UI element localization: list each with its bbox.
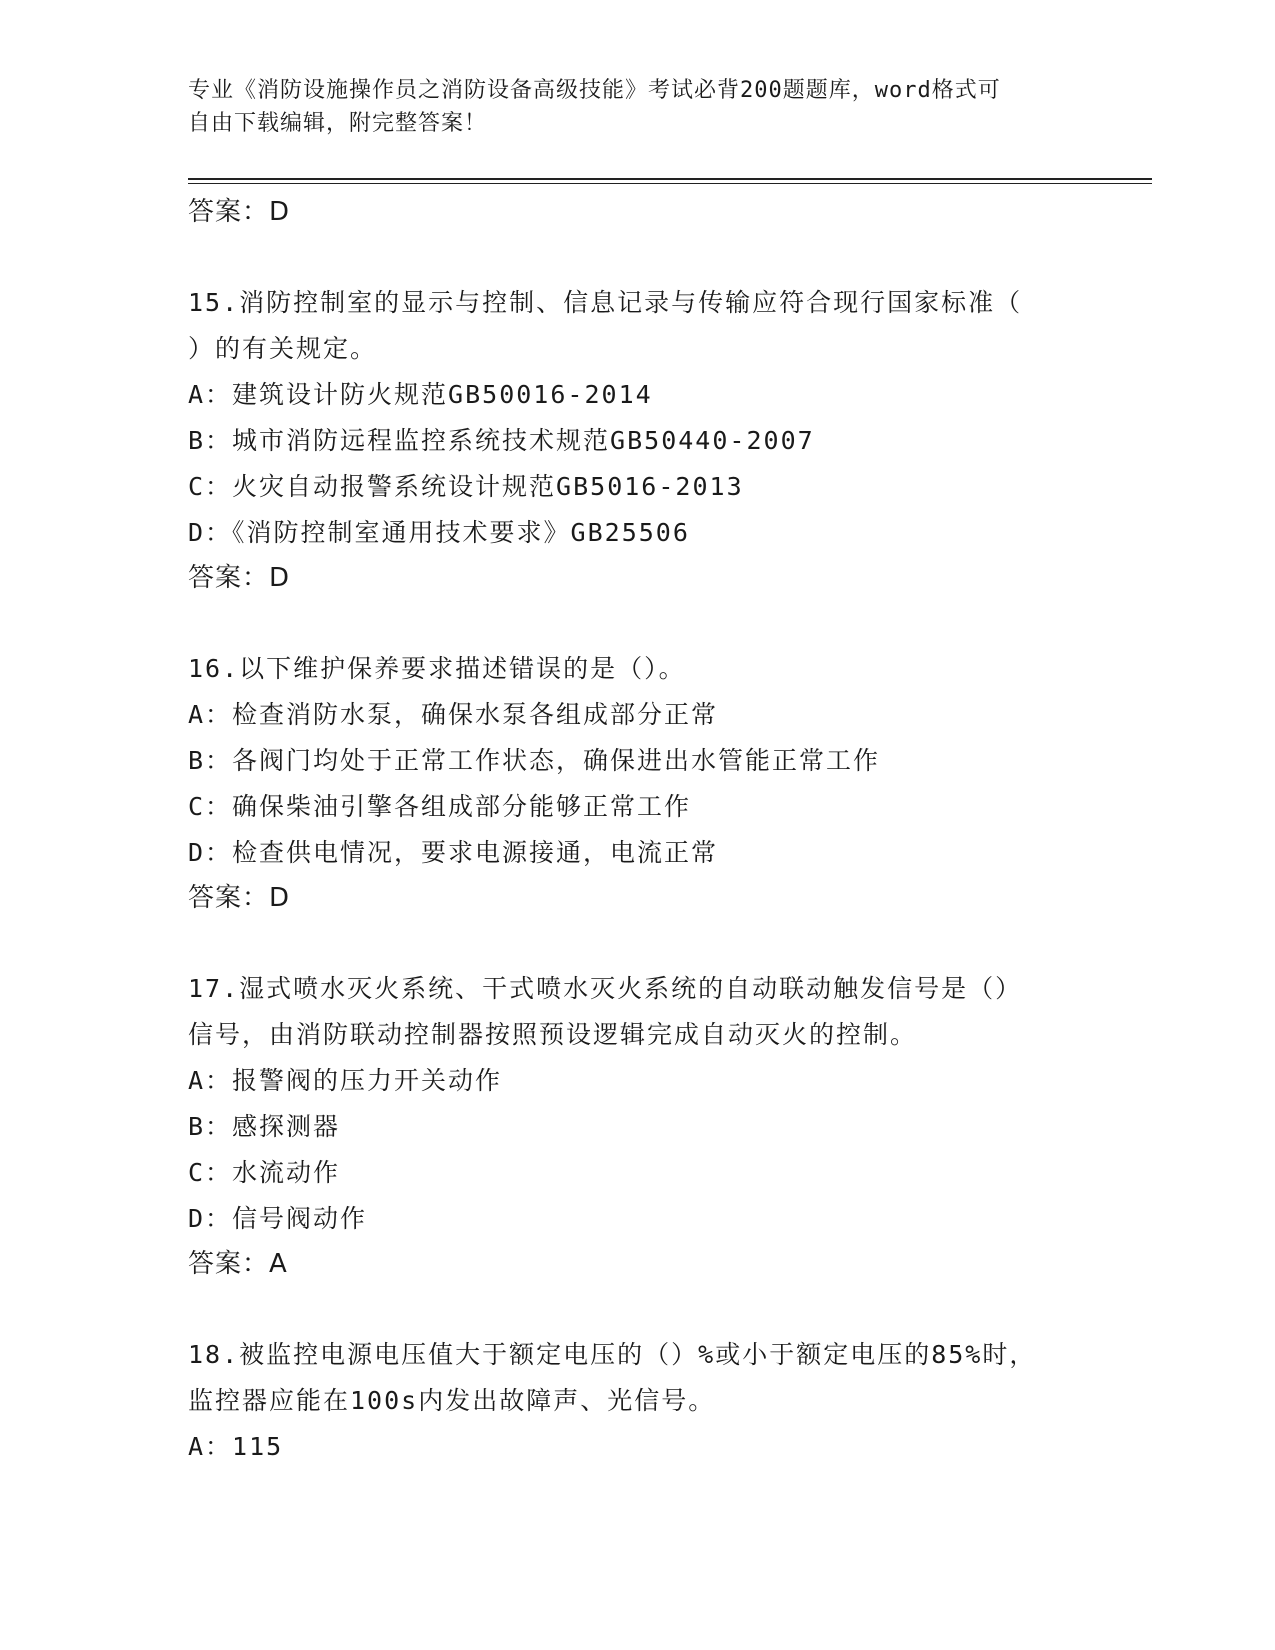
- answer-line: 答案：D: [188, 883, 291, 913]
- spacer: [188, 920, 1088, 966]
- question-stem-continued: ）的有关规定。: [188, 334, 378, 363]
- header-line-2: 自由下载编辑，附完整答案！: [188, 111, 488, 136]
- option-b: B：各阀门均处于正常工作状态，确保进出水管能正常工作: [188, 746, 881, 775]
- option-b: B：感探测器: [188, 1112, 341, 1141]
- page-header: [188, 74, 1068, 140]
- question-stem: 16.以下维护保养要求描述错误的是（）。: [188, 654, 686, 683]
- question-list: [188, 190, 1088, 1470]
- option-c: C：火灾自动报警系统设计规范GB5016-2013: [188, 472, 744, 501]
- header-rule-thin: [188, 183, 1152, 184]
- question-item: [188, 1332, 1088, 1470]
- question-stem: 17.湿式喷水灭火系统、干式喷水灭火系统的自动联动触发信号是（）: [188, 974, 1023, 1003]
- spacer: [188, 234, 1088, 280]
- question-item: [188, 646, 1088, 920]
- answer-line: 答案：D: [188, 197, 291, 227]
- option-b: B：城市消防远程监控系统技术规范GB50440-2007: [188, 426, 815, 455]
- spacer: [188, 600, 1088, 646]
- question-stem: 15.消防控制室的显示与控制、信息记录与传输应符合现行国家标准（: [188, 288, 1023, 317]
- question-stem-continued: 信号，由消防联动控制器按照预设逻辑完成自动灭火的控制。: [188, 1020, 918, 1049]
- option-a: A：检查消防水泵，确保水泵各组成部分正常: [188, 700, 719, 729]
- option-c: C：水流动作: [188, 1158, 341, 1187]
- option-a: A：115: [188, 1432, 284, 1461]
- option-d: D：信号阀动作: [188, 1204, 368, 1233]
- question-stem: 18.被监控电源电压值大于额定电压的（）%或小于额定电压的85%时，: [188, 1340, 1037, 1369]
- answer-line: 答案：A: [188, 1249, 288, 1279]
- option-d: D：《消防控制室通用技术要求》GB25506: [188, 518, 690, 547]
- question-stem-continued: 监控器应能在100s内发出故障声、光信号。: [188, 1386, 716, 1415]
- question-item: [188, 280, 1088, 600]
- option-c: C：确保柴油引擎各组成部分能够正常工作: [188, 792, 692, 821]
- spacer: [188, 1286, 1088, 1332]
- option-d: D：检查供电情况，要求电源接通，电流正常: [188, 838, 719, 867]
- answer-line: 答案：D: [188, 563, 291, 593]
- option-a: A：建筑设计防火规范GB50016-2014: [188, 380, 653, 409]
- header-line-1: 专业《消防设施操作员之消防设备高级技能》考试必背200题题库，word格式可: [188, 78, 1001, 103]
- question-item: [188, 966, 1088, 1286]
- header-rule-thick: [188, 178, 1152, 180]
- option-a: A：报警阀的压力开关动作: [188, 1066, 503, 1095]
